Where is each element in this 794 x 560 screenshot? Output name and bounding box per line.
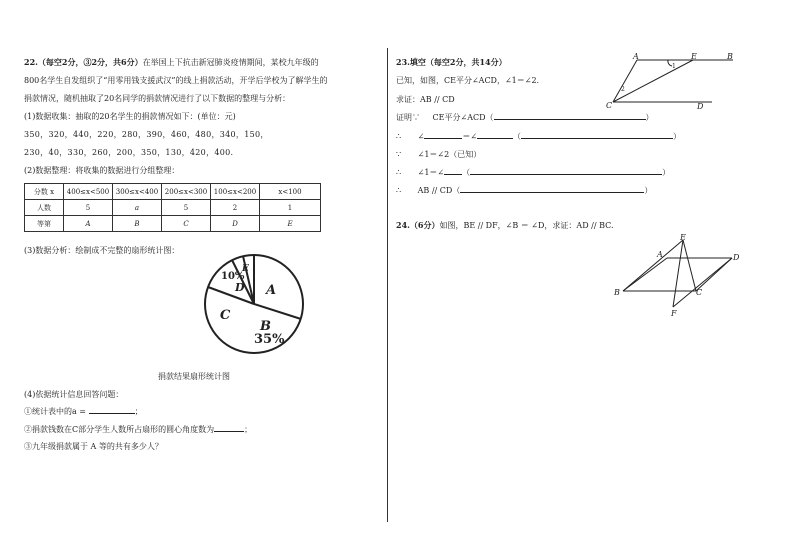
table-cell: 300≤x<400	[113, 184, 162, 200]
answer-blank[interactable]	[424, 138, 462, 139]
table-header-cell: 人数	[25, 200, 64, 216]
q23-proof-line1: 证明∵ CE平分∠ACD（ ）	[396, 113, 654, 122]
angle-label-1: 1	[672, 63, 676, 70]
line-ab	[623, 258, 667, 291]
frequency-table	[24, 183, 321, 232]
point-label-c: C	[696, 288, 703, 297]
q22-intro1: 在举国上下抗击新冠肺炎疫情期间，某校九年级的	[142, 58, 319, 67]
q22-step3: (3)数据分析：绘制成不完整的扇形统计图：	[24, 246, 180, 255]
q22-intro3: 捐款情况，随机抽取了20名同学的捐款情况进行了以下数据的整理与分析：	[24, 94, 291, 103]
table-row	[25, 200, 321, 216]
proof-angle-label: ∠	[417, 132, 425, 141]
answer-blank[interactable]	[214, 431, 244, 432]
table-header-cell: 等第	[25, 216, 64, 232]
table-cell: 400≤x<500	[64, 184, 113, 200]
pie-label-d-pct: 10%	[221, 271, 245, 282]
answer-blank[interactable]	[477, 138, 513, 139]
point-label-e: E	[691, 52, 697, 61]
table-cell: 5	[64, 200, 113, 216]
pie-label-b: B	[260, 319, 271, 334]
pie-label-e: E	[242, 264, 249, 274]
proof-label: 证明∵	[396, 113, 420, 122]
proof-eq: ＝∠	[462, 132, 478, 141]
point-label-f: F	[671, 309, 677, 318]
answer-blank[interactable]	[444, 174, 462, 175]
line-ef	[673, 240, 683, 307]
table-cell: 1	[260, 200, 321, 216]
because-symbol: ∵	[396, 150, 402, 159]
q22-step2: (2)数据整理：将收集的数据进行分组整理：	[24, 166, 180, 175]
pie-label-c: C	[220, 308, 231, 323]
table-cell: a	[113, 200, 162, 216]
q23-proof-line5: ∴ AB // CD（ ）	[396, 186, 653, 195]
q22-title: 22.（每空2分，③2分，共6分）	[24, 57, 143, 67]
q22-step4: (4)依据统计信息回答问题：	[24, 390, 124, 399]
angle-label-2: 2	[621, 86, 625, 93]
q22-q2: ②捐款钱数在C部分学生人数所占扇形的圆心角度数为	[24, 425, 215, 434]
proof-line5-text: AB // CD（	[417, 186, 461, 195]
q22-data1: 350，320，440，220，280，390，460，480，340，150，	[24, 130, 269, 139]
point-label-d: D	[697, 102, 704, 111]
point-label-a: A	[657, 250, 663, 259]
answer-blank[interactable]	[89, 413, 135, 414]
q23-title: 23.填空（每空2分，共14分）	[396, 57, 507, 67]
table-cell: x<100	[260, 184, 321, 200]
line-ec	[683, 240, 696, 291]
table-cell: 100≤x<200	[211, 184, 260, 200]
q22-data2: 230，40，330，260，200，350，130，420，400.	[24, 148, 234, 157]
table-cell: B	[113, 216, 162, 232]
therefore-symbol: ∴	[396, 186, 402, 195]
q23-proof-line3	[396, 149, 481, 160]
table-cell: D	[211, 216, 260, 232]
q23-given: 已知，如图，CE平分∠ACD，∠1＝∠2.	[396, 76, 540, 85]
proof-line1-text: CE平分∠ACD（	[432, 113, 494, 122]
q22-q1-line: ①统计表中的a = ；	[24, 407, 143, 416]
answer-blank[interactable]	[470, 174, 662, 175]
table-cell: E	[260, 216, 321, 232]
q22-q2-line: ②捐款钱数在C部分学生人数所占扇形的圆心角度数为 ；	[24, 425, 253, 434]
table-row	[25, 216, 321, 232]
q24-text: 如图，BE // DF，∠B ＝ ∠D，求证：AD // BC.	[439, 221, 614, 230]
line-fd	[673, 258, 732, 307]
answer-blank[interactable]	[521, 138, 673, 139]
answer-blank[interactable]	[494, 119, 646, 120]
pie-caption: 捐款结果扇形统计图	[158, 372, 230, 381]
q22-intro2: 800名学生自发组织了“用零用钱支援武汉”的线上捐款活动，开学后学校为了解学生的	[24, 76, 328, 85]
point-label-e: E	[680, 233, 686, 242]
proof-line4-text: ∠1＝∠	[417, 168, 445, 177]
pie-edge	[254, 304, 301, 319]
q22-q3: ③九年级捐款属于 A 等的共有多少人？	[24, 442, 163, 451]
table-cell: 200≤x<300	[162, 184, 211, 200]
q22-title-line	[24, 57, 319, 68]
therefore-symbol: ∴	[396, 168, 402, 177]
point-label-b: B	[614, 288, 620, 297]
pie-label-d: D	[235, 281, 245, 294]
line-be	[623, 240, 683, 291]
q23-proof-line4: ∴ ∠1＝∠ （ ）	[396, 168, 671, 177]
q23-prove: 求证：AB // CD	[396, 95, 455, 104]
column-divider	[387, 48, 388, 522]
q22-q1: ①统计表中的a =	[24, 407, 87, 416]
answer-blank[interactable]	[460, 192, 644, 193]
q24-figure	[612, 232, 747, 320]
point-label-d: D	[733, 253, 740, 262]
q24-title: 24.（6分）	[396, 220, 440, 230]
table-cell: 5	[162, 200, 211, 216]
point-label-c: C	[606, 101, 613, 110]
table-header-cell: 分数 x	[25, 184, 64, 200]
table-cell: 2	[211, 200, 260, 216]
pie-chart	[200, 250, 310, 360]
table-cell: A	[64, 216, 113, 232]
table-cell: C	[162, 216, 211, 232]
table-row	[25, 184, 321, 200]
q24-line	[396, 220, 614, 231]
therefore-symbol: ∴	[396, 132, 402, 141]
pie-label-b-pct: 35%	[254, 332, 285, 347]
point-label-b: B	[727, 52, 733, 61]
q22-step1: (1)数据收集：抽取的20名学生的捐款情况如下：(单位：元)	[24, 112, 236, 121]
q23-proof-line2: ∴ ∠ ＝∠ （ ）	[396, 132, 682, 141]
proof-line3-text: ∠1＝∠2（已知）	[417, 150, 482, 159]
point-label-a: A	[633, 52, 639, 61]
pie-label-a: A	[266, 283, 277, 298]
q23-figure	[600, 50, 745, 112]
